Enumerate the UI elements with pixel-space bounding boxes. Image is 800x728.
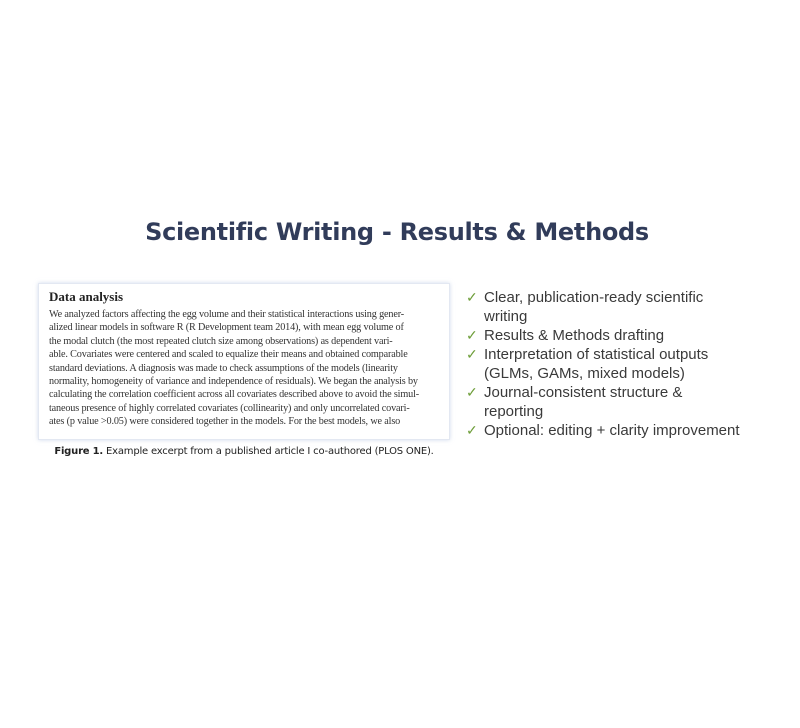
list-item [466, 383, 786, 421]
article-excerpt [38, 283, 450, 440]
list-item-line: (GLMs, GAMs, mixed models) [484, 365, 685, 382]
excerpt-line: standard deviations. A diagnosis was made to check assumptions of the models (linearity [49, 362, 398, 374]
excerpt-line: the modal clutch (the most repeated clutch size among observations) as dependent vari- [49, 335, 393, 347]
check-icon: ✓ [466, 289, 478, 305]
excerpt-line: alized linear models in software R (R Development team 2014), with mean egg volume of [49, 322, 404, 334]
list-item [466, 288, 786, 326]
list-item-line: Optional: editing + clarity improvement [484, 422, 740, 439]
list-item-line: writing [484, 308, 528, 325]
list-item-line: Interpretation of statistical outputs [484, 346, 709, 363]
excerpt-heading: Data analysis [49, 289, 124, 304]
list-item [466, 345, 786, 383]
slide-title: Scientific Writing - Results & Methods [145, 218, 649, 246]
list-item-line: Journal-consistent structure & [484, 384, 683, 401]
check-icon: ✓ [466, 384, 478, 400]
excerpt-line: ates (p value >0.05) were considered together in the models. For the best models, we also [49, 416, 401, 428]
check-icon: ✓ [466, 346, 478, 362]
caption-label: Figure 1. [54, 446, 104, 457]
list-item [466, 421, 786, 440]
list-item-line: Clear, publication-ready scientific [484, 289, 704, 306]
check-icon: ✓ [466, 327, 478, 343]
excerpt-line: able. Covariates were centered and scaled to equalize their means and obtained comparable [49, 349, 408, 361]
list-item [466, 326, 786, 345]
check-icon: ✓ [466, 422, 478, 438]
excerpt-line: taneous presence of highly correlated covariates (collinearity) and only uncorrelated covari- [49, 402, 410, 414]
caption-text: Example excerpt from a published article I co-authored (PLOS ONE). [103, 446, 434, 457]
list-item-line: reporting [484, 403, 544, 420]
feature-list [466, 288, 786, 440]
excerpt-line: normality, homogeneity of variance and independence of residuals). We began the analysis by [49, 376, 418, 388]
figure-caption [38, 446, 450, 457]
excerpt-line: We analyzed factors affecting the egg volume and their statistical interactions using gener- [49, 309, 404, 320]
list-item-line: Results & Methods drafting [484, 327, 665, 344]
excerpt-line: calculating the correlation coefficient across all covariates described above to avoid the simul- [49, 389, 419, 401]
